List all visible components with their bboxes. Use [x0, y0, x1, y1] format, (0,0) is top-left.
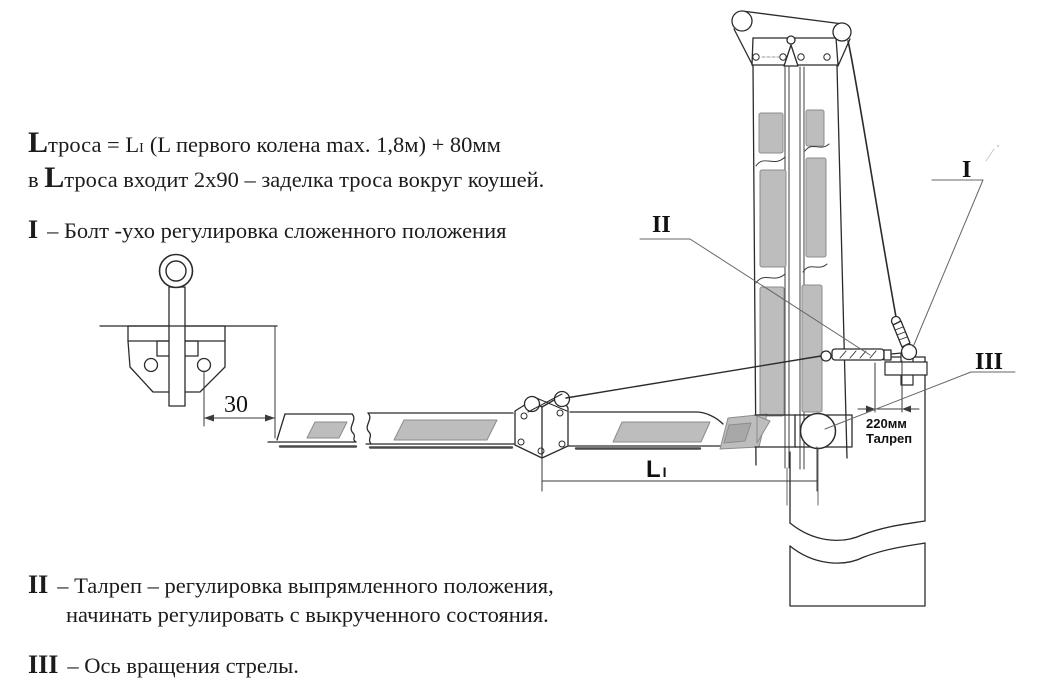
scan-noise — [986, 149, 994, 161]
leader-I — [913, 180, 983, 347]
break-line-lower — [790, 543, 925, 563]
yoke-tube-right — [833, 23, 851, 41]
yoke-tube-left — [732, 11, 752, 31]
mast-panels — [759, 110, 826, 416]
formula-line-2: в Lтроса входит 2х90 – заделка троса вокруг коушей. — [28, 161, 545, 194]
turnbuckle-note-name: Талреп — [866, 431, 913, 446]
yoke-center-pin — [787, 36, 795, 44]
break-line-upper — [790, 521, 925, 540]
main-cable — [848, 41, 896, 317]
legend-item-II: II – Талреп – регулировка выпрямленного положения, — [28, 570, 554, 599]
callout-label-I: I — [962, 157, 972, 183]
formula2-L: L — [44, 161, 65, 194]
rigging — [566, 41, 917, 398]
bolt-shaft — [169, 287, 185, 406]
leader-III — [825, 372, 1015, 429]
boom-break-right — [351, 414, 356, 442]
callout-leaders — [640, 180, 1015, 429]
pivot-axis-circle — [801, 414, 836, 449]
formula-line-1: Lтроса = LI (L первого колена max. 1,8м) + 80мм — [28, 126, 501, 159]
boom-break-left — [367, 413, 371, 444]
callout-label-II: II — [652, 212, 671, 238]
callout-label-III: III — [975, 349, 1004, 375]
dim-L1-label: L I — [646, 456, 667, 483]
boom-joint — [515, 392, 570, 459]
formula1-L: L — [28, 126, 49, 159]
dimension-L1 — [542, 447, 817, 491]
talrep-turnbuckle — [821, 349, 902, 361]
mast-top-yoke — [732, 11, 851, 66]
legend-item-I: I – Болт -ухо регулировка сложенного положения — [28, 215, 507, 244]
legend-item-III: III – Ось вращения стрелы. — [28, 650, 299, 679]
turnbuckle-note-length: 220мм — [866, 416, 907, 431]
dim-30-label: 30 — [224, 392, 248, 418]
turnbuckle-note — [866, 416, 912, 446]
eye-bolt-detail — [100, 255, 277, 407]
legend-item-II-line2: начинать регулировать с выкрученного состояния. — [66, 602, 549, 627]
anchor-pin — [902, 345, 917, 360]
